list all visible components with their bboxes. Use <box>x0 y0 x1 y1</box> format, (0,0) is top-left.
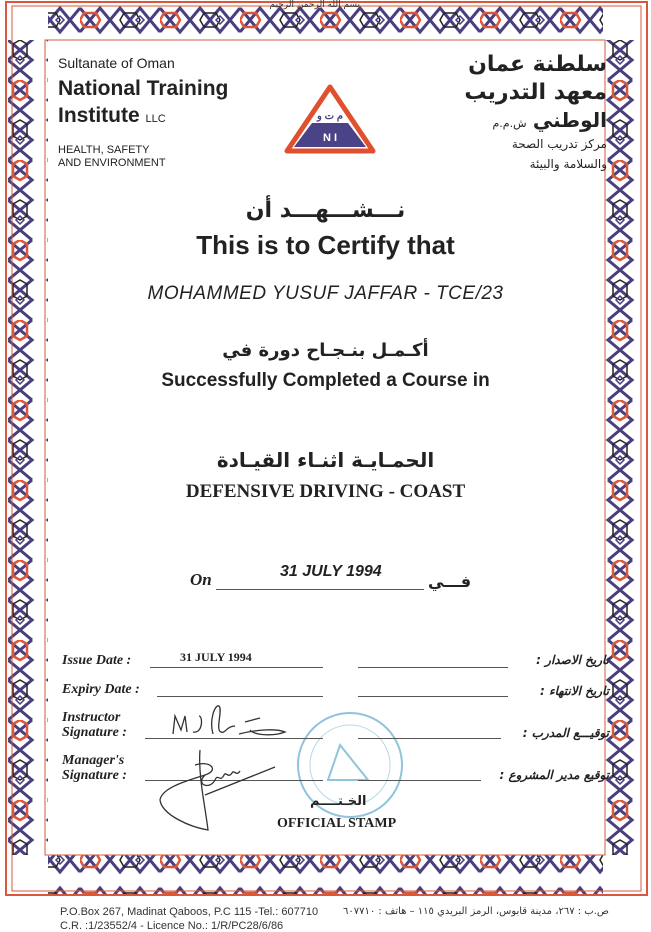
institute-logo <box>283 83 377 155</box>
bismillah-calligraphy: بسم الله الرحمن الرحيم <box>269 0 360 10</box>
institute-ar2: الوطني <box>532 108 607 132</box>
stamp-label-en: OFFICIAL STAMP <box>277 816 397 831</box>
issue-date-label: Issue Date : <box>62 653 132 668</box>
instructor-signature-label: Instructor Signature : <box>62 710 127 740</box>
dept-line1: HEALTH, SAFETY <box>58 144 150 156</box>
completed-en: Successfully Completed a Course in <box>161 370 490 391</box>
completion-date: 31 JULY 1994 <box>280 563 382 580</box>
recipient-name: MOHAMMED YUSUF JAFFAR - TCE/23 <box>147 283 504 304</box>
completed-ar: أكـمـل بنـجـاح دورة في <box>222 340 429 361</box>
institute-name-line1: National Training <box>58 77 229 100</box>
on-label: On <box>190 570 212 589</box>
issue-date-value: 31 JULY 1994 <box>180 650 252 664</box>
certify-en: This is to Certify that <box>196 230 455 260</box>
instructor-signature <box>165 700 305 745</box>
logo-arabic: م ت و <box>317 111 343 122</box>
expiry-date-label: Expiry Date : <box>62 682 140 697</box>
issue-date-label-ar: تاريخ الاصدار : <box>536 653 609 667</box>
course-ar: الحمـايـة اثنـاء القيـادة <box>216 448 435 472</box>
manager-signature-label: Manager's Signature : <box>62 753 127 783</box>
stamp-label-ar: الخـتــــم <box>310 794 367 809</box>
manager-signature-label-ar: توقيع مدير المشروع : <box>499 768 609 782</box>
llc-ar: ش.م.م <box>492 117 527 130</box>
expiry-date-label-ar: تاريخ الانتهاء : <box>540 684 609 698</box>
on-label-ar: فـــي <box>428 572 472 591</box>
llc-label: LLC <box>145 113 166 125</box>
dept-ar2: والسلامة والبيئة <box>529 157 607 171</box>
country-en: Sultanate of Oman <box>58 55 175 71</box>
dept-line2: AND ENVIRONMENT <box>58 157 166 169</box>
dept-ar1: مركز تدريب الصحة <box>511 137 607 151</box>
country-ar: سلطنة عمان <box>468 52 607 77</box>
certify-ar: نـــشـــهـــد أن <box>245 198 406 223</box>
footer-address-en: P.O.Box 267, Madinat Qaboos, P.C 115 -Tel.: 607710 <box>60 906 319 918</box>
institute-name-line2: Institute LLC <box>58 104 166 127</box>
course-en: DEFENSIVE DRIVING - COAST <box>185 481 466 502</box>
logo-letters: N I <box>322 132 338 144</box>
manager-signature <box>150 745 280 835</box>
footer-address-ar: ص.ب : ٢٦٧، مدينة قابوس، الرمز البريدي ١١٥ – هاتف : ٦٠٧٧١٠ <box>343 906 609 917</box>
instructor-signature-label-ar: توقيـــع المدرب : <box>522 726 609 740</box>
footer-registration-en: C.R. :1/23552/4 - Licence No.: 1/R/PC28/6/86 <box>60 920 284 932</box>
institute-ar1: معهد التدريب <box>464 80 607 105</box>
